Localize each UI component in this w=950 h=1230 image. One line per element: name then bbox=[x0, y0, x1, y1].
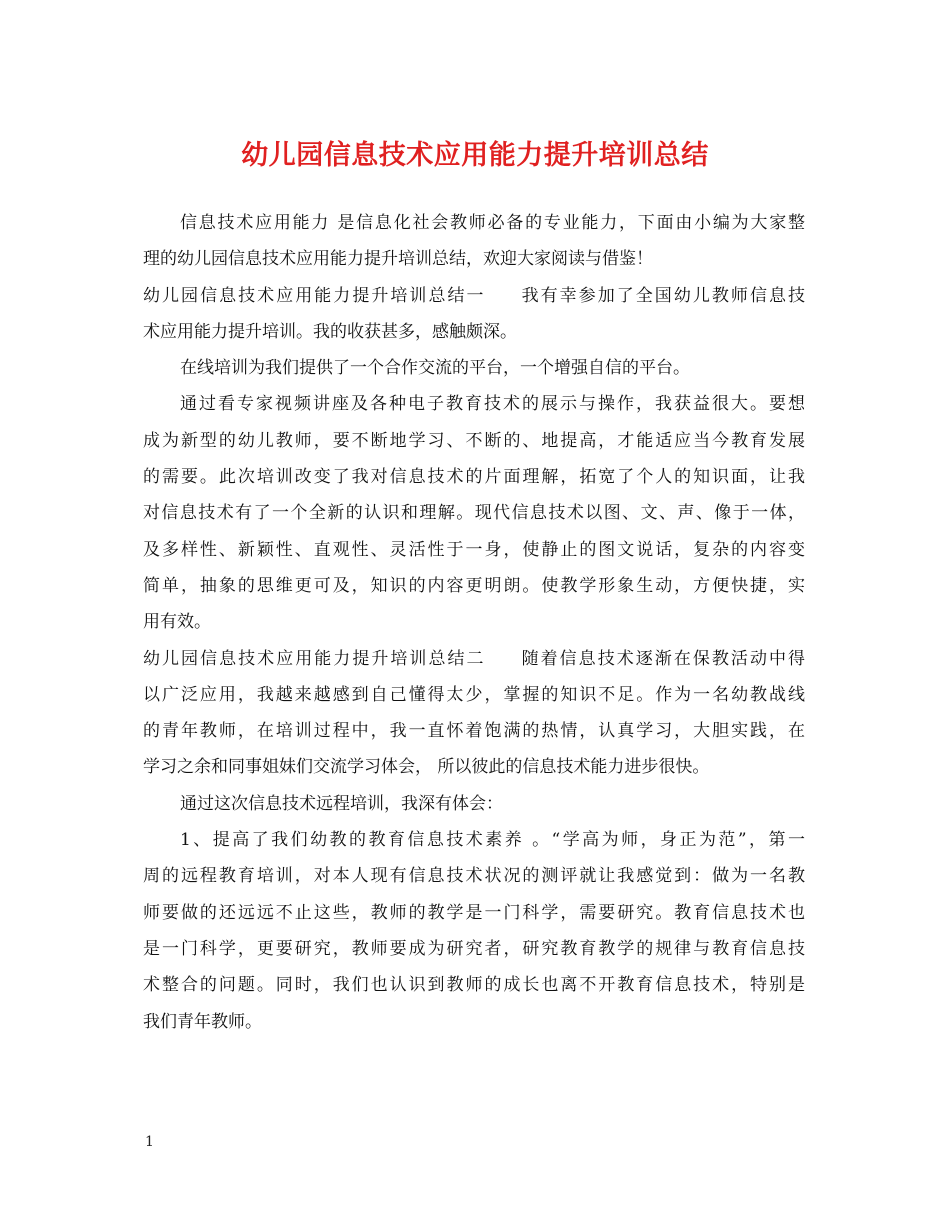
paragraph-line: 的需要。此次培训改变了我对信息技术的片面理解，拓宽了个人的知识面，让我 bbox=[143, 467, 805, 488]
paragraph-line: 师要做的还远远不止这些，教师的教学是一门科学，需要研究。教育信息技术也 bbox=[143, 902, 805, 923]
document-title: 幼儿园信息技术应用能力提升培训总结 bbox=[241, 140, 709, 171]
section-heading: 幼儿园信息技术应用能力提升培训总结二 bbox=[143, 648, 486, 669]
paragraph-line: 通过这次信息技术远程培训，我深有体会： bbox=[180, 793, 503, 814]
section-heading-line bbox=[143, 278, 805, 314]
paragraph-line: 信息技术应用能力 是信息化社会教师必备的专业能力，下面由小编为大家整 bbox=[180, 213, 805, 233]
paragraph-line: 在线培训为我们提供了一个合作交流的平台，一个增强自信的平台。 bbox=[180, 358, 690, 379]
paragraph-line: 术整合的问题。同时，我们也认识到教师的成长也离不开教育信息技术，特别是 bbox=[143, 975, 805, 996]
paragraph-text: 我有幸参加了全国幼儿教师信息技 bbox=[519, 285, 805, 306]
paragraph-line: 通过看专家视频讲座及各种电子教育技术的展示与操作，我获益很大。要想 bbox=[180, 394, 805, 415]
section-heading: 幼儿园信息技术应用能力提升培训总结一 bbox=[143, 285, 486, 306]
paragraph-line: 成为新型的幼儿教师，要不断地学习、不断的、地提高，才能适应当今教育发展 bbox=[143, 430, 805, 451]
paragraph-line: 及多样性、新颖性、直观性、灵活性于一身，使静止的图文说话，复杂的内容变 bbox=[143, 539, 805, 560]
paragraph-line: 对信息技术有了一个全新的认识和理解。现代信息技术以图、文、声、像于一体， bbox=[143, 503, 805, 524]
paragraph-line: 学习之余和同事姐妹们交流学习体会， 所以彼此的信息技术能力进步很快。 bbox=[143, 757, 710, 778]
section-heading-line bbox=[143, 641, 805, 677]
paragraph-line: 简单，抽象的思维更可及，知识的内容更明朗。使教学形象生动，方便快捷，实 bbox=[143, 575, 805, 596]
page-number: 1 bbox=[145, 1134, 154, 1150]
paragraph-line: 我们青年教师。 bbox=[143, 1011, 262, 1032]
paragraph-line: 理的幼儿园信息技术应用能力提升培训总结，欢迎大家阅读与借鉴！ bbox=[143, 249, 653, 270]
paragraph-line: 是一门科学，更要研究，教师要成为研究者，研究教育教学的规律与教育信息技 bbox=[143, 938, 805, 959]
paragraph-line: 术应用能力提升培训。我的收获甚多，感触颇深。 bbox=[143, 321, 517, 342]
paragraph-line: 1、提高了我们幼教的教育信息技术素养 。“学高为师，身正为范”，第一 bbox=[180, 830, 805, 851]
paragraph-line: 以广泛应用，我越来越感到自己懂得太少，掌握的知识不足。作为一名幼教战线 bbox=[143, 684, 805, 705]
paragraph-line: 的青年教师，在培训过程中，我一直怀着饱满的热情，认真学习，大胆实践，在 bbox=[143, 721, 805, 742]
document-body bbox=[143, 205, 805, 1040]
paragraph-line: 用有效。 bbox=[143, 612, 211, 633]
paragraph-text: 随着信息技术逐渐在保教活动中得 bbox=[519, 648, 805, 669]
paragraph-line: 周的远程教育培训，对本人现有信息技术状况的测评就让我感觉到：做为一名教 bbox=[143, 866, 805, 887]
